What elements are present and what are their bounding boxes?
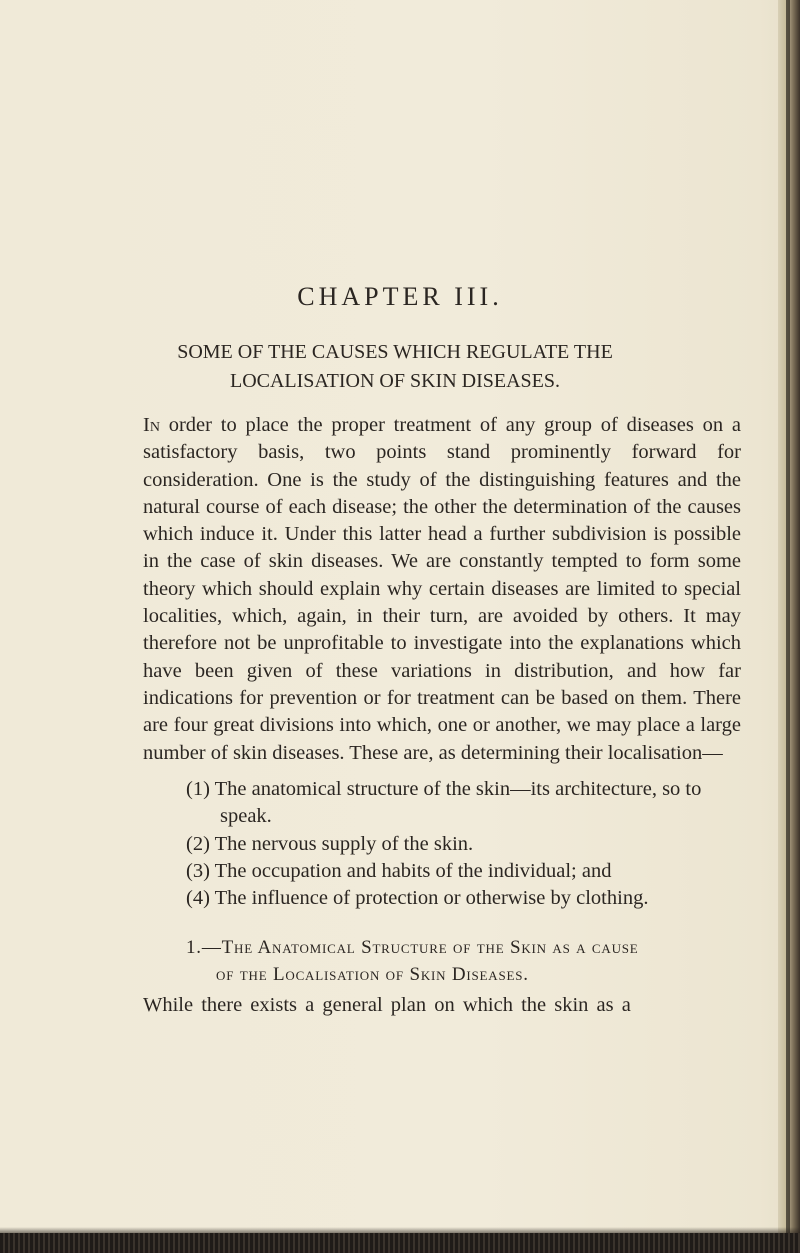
list-item: (3) The occupation and habits of the individual; and (186, 859, 612, 882)
causes-list (186, 776, 742, 912)
paragraph-lead-word: In (143, 414, 160, 436)
list-item: (4) The influence of protection or otherwise by clothing. (186, 887, 649, 910)
binding-shadow-line (786, 0, 790, 1253)
chapter-title (150, 338, 640, 396)
list-item: (2) The nervous supply of the skin. (186, 832, 474, 855)
intro-paragraph (143, 412, 741, 767)
chapter-title-line-2: LOCALISATION OF SKIN DISEASES. (229, 370, 561, 392)
continuation-line: While there exists a general plan on which the skin as a (143, 994, 631, 1016)
page-bottom-edge (0, 1233, 800, 1253)
section-heading-line-1: 1.—The Anatomical Structure of the Skin as a cause (186, 937, 639, 958)
chapter-heading: CHAPTER III. (297, 282, 503, 311)
section-heading (186, 934, 746, 988)
section-heading-line-2: of the Localisation of Skin Diseases. (216, 964, 529, 985)
chapter-title-line-1: SOME OF THE CAUSES WHICH REGULATE THE (177, 341, 613, 363)
paragraph-body: order to place the proper treatment of any group of diseases on a satisfactory basis, two points stand prominently forward for consideration. One is the study of the distinguishing features and the natural course of each disease; the other the determination of the causes which induce it. Under this latter head a further subdivision is possible in the case of skin diseases. We are constantly tempted to form some theory which should explain why certain diseases are limited to special localities, which, again, in their turn, are avoided by others. It may therefore not be unprofitable to investigate into the explanations which have been given of these variations in distribution, and how far indications for prevention or for treatment can be based on them. There are four great divisions into which, one or another, we may place a large number of skin diseases. These are, as determining their localisation— (143, 414, 741, 764)
list-item: (1) The anatomical structure of the skin—its architecture, so to speak. (186, 778, 702, 828)
